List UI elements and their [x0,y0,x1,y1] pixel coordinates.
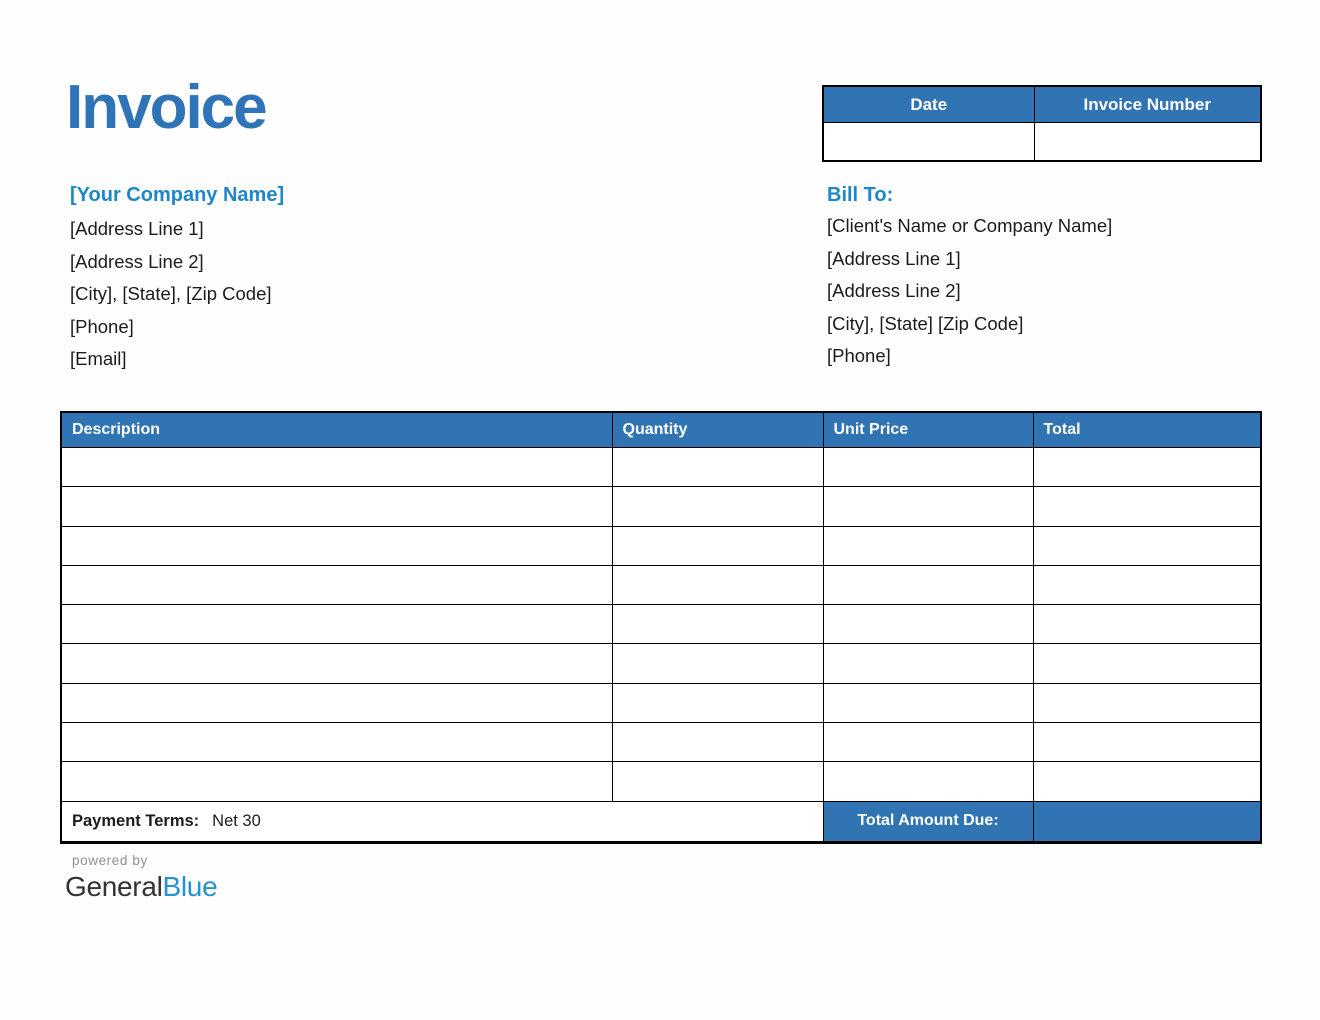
item-cell[interactable] [1033,605,1261,644]
item-cell[interactable] [612,448,823,487]
item-cell[interactable] [612,565,823,604]
item-cell[interactable] [61,487,612,526]
item-cell[interactable] [823,723,1033,762]
item-cell[interactable] [1033,723,1261,762]
item-cell[interactable] [612,605,823,644]
company-info-block [70,183,284,376]
company-phone: [Phone] [70,315,134,337]
item-cell[interactable] [1033,448,1261,487]
item-cell[interactable] [823,526,1033,565]
item-row [61,526,1261,565]
item-cell[interactable] [61,526,612,565]
item-cell[interactable] [61,605,612,644]
client-phone: [Phone] [827,345,891,367]
payment-terms-cell[interactable] [61,801,823,842]
company-name: [Your Company Name] [70,184,285,206]
item-cell[interactable] [823,448,1033,487]
item-cell[interactable] [612,683,823,722]
invoice-number-value-cell[interactable] [1034,123,1261,162]
item-cell[interactable] [823,605,1033,644]
item-row [61,644,1261,683]
company-address-line-2: [Address Line 2] [70,250,204,272]
date-column-header: Date [823,86,1034,123]
payment-terms-value: Net 30 [212,811,261,830]
powered-by-text: powered by [72,853,148,868]
item-cell[interactable] [1033,644,1261,683]
item-cell[interactable] [1033,762,1261,801]
item-cell[interactable] [1033,487,1261,526]
item-row [61,762,1261,801]
invoice-number-column-header: Invoice Number [1034,86,1261,123]
item-cell[interactable] [612,526,823,565]
item-cell[interactable] [1033,683,1261,722]
item-cell[interactable] [612,644,823,683]
item-row [61,565,1261,604]
company-city-state-zip: [City], [State], [Zip Code] [70,283,272,305]
description-column-header: Description [61,412,612,448]
company-address-line-1: [Address Line 1] [70,218,204,239]
client-name: [Client's Name or Company Name] [827,215,1113,236]
item-cell[interactable] [1033,565,1261,604]
item-cell[interactable] [823,565,1033,604]
quantity-column-header: Quantity [612,412,823,448]
total-column-header: Total [1033,412,1261,448]
date-invoice-number-table [822,85,1262,162]
company-email: [Email] [70,348,127,370]
item-cell[interactable] [61,448,612,487]
unit-price-column-header: Unit Price [823,412,1033,448]
total-amount-due-label: Total Amount Due: [823,801,1033,842]
page-title: Invoice [66,73,266,142]
item-cell[interactable] [1033,526,1261,565]
item-cell[interactable] [823,762,1033,801]
client-address-line-2: [Address Line 2] [827,280,961,302]
item-cell[interactable] [61,723,612,762]
date-value-cell[interactable] [823,123,1034,162]
total-amount-due-value-cell[interactable] [1033,801,1261,842]
item-cell[interactable] [612,487,823,526]
item-row [61,605,1261,644]
bill-to-block [827,183,1112,373]
item-cell[interactable] [612,762,823,801]
item-cell[interactable] [823,644,1033,683]
brand-blue-text: Blue [162,871,218,902]
item-row [61,683,1261,722]
item-cell[interactable] [823,487,1033,526]
brand-general-text: General [65,871,163,902]
item-cell[interactable] [61,565,612,604]
bill-to-heading: Bill To: [827,184,894,206]
item-cell[interactable] [612,723,823,762]
item-row [61,448,1261,487]
item-row [61,723,1261,762]
client-city-state-zip: [City], [State] [Zip Code] [827,312,1024,334]
item-cell[interactable] [61,644,612,683]
general-blue-logo[interactable] [65,871,217,903]
invoice-items-table [60,411,1262,844]
client-address-line-1: [Address Line 1] [827,247,961,269]
item-cell[interactable] [823,683,1033,722]
payment-terms-label: Payment Terms: [72,811,200,830]
item-row [61,487,1261,526]
item-cell[interactable] [61,762,612,801]
item-cell[interactable] [61,683,612,722]
